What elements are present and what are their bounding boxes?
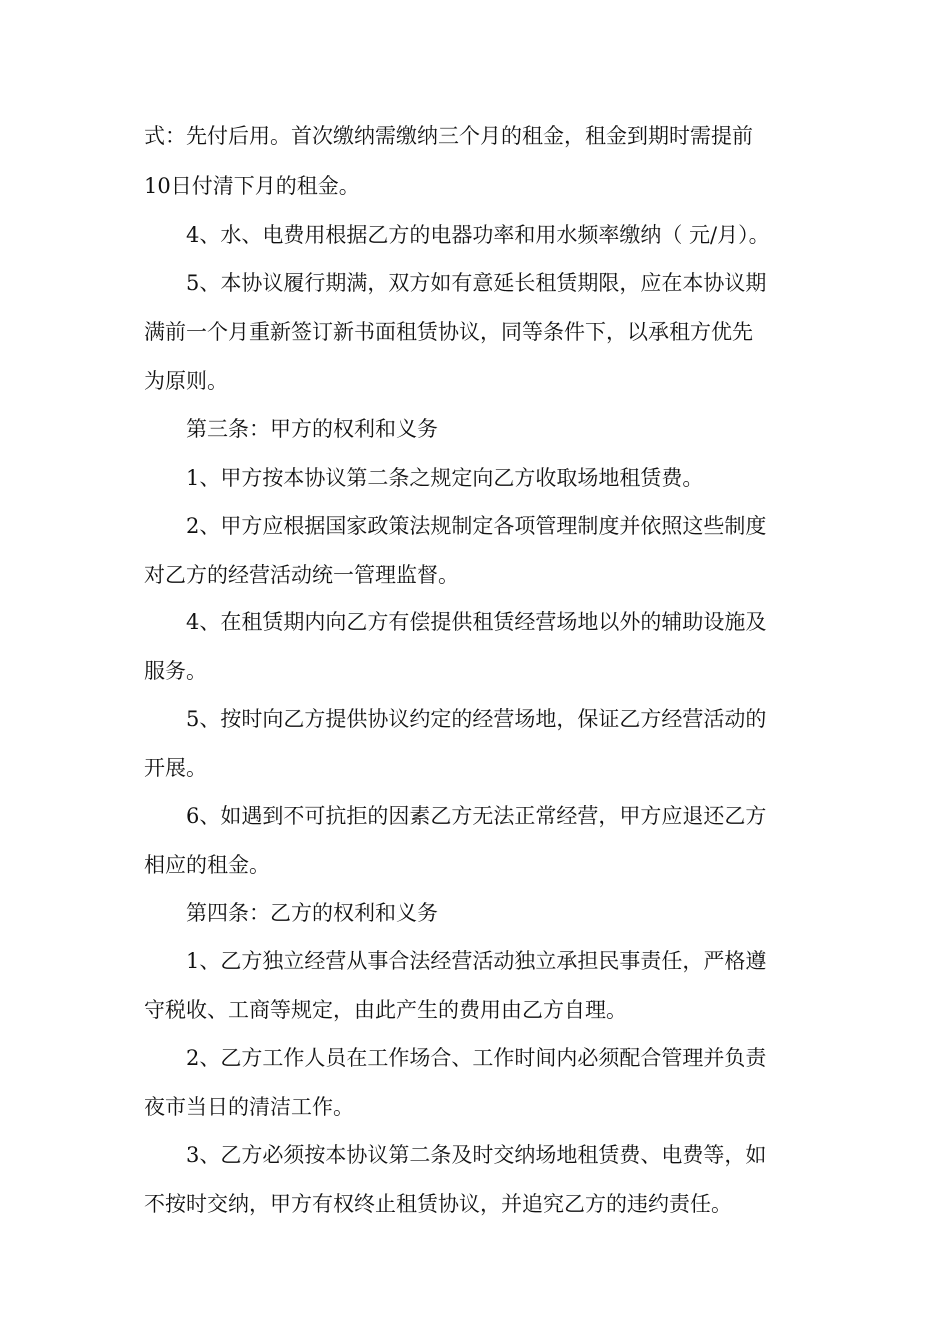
text-line: 相应的租金。 [144, 853, 270, 877]
text-line: 夜市当日的清洁工作。 [144, 1095, 354, 1119]
text-line: 3、乙方必须按本协议第二条及时交纳场地租赁费、电费等，如 [186, 1143, 767, 1167]
text-line: 6、如遇到不可抗拒的因素乙方无法正常经营，甲方应退还乙方 [186, 804, 767, 828]
text-line: 开展。 [144, 756, 207, 780]
text-line: 5、按时向乙方提供协议约定的经营场地，保证乙方经营活动的 [186, 707, 767, 731]
text-line: 为原则。 [144, 369, 228, 393]
text-line: 2、乙方工作人员在工作场合、工作时间内必须配合管理并负责 [186, 1046, 767, 1070]
text-line: 对乙方的经营活动统一管理监督。 [144, 563, 459, 587]
text-line: 守税收、工商等规定，由此产生的费用由乙方自理。 [144, 998, 627, 1022]
text-line: 2、甲方应根据国家政策法规制定各项管理制度并依照这些制度 [186, 514, 767, 538]
section-heading: 第四条：乙方的权利和义务 [186, 901, 438, 925]
text-line: 服务。 [144, 659, 207, 683]
text-line: 1、甲方按本协议第二条之规定向乙方收取场地租赁费。 [186, 466, 704, 490]
section-heading: 第三条：甲方的权利和义务 [186, 417, 438, 441]
text-line: 4、在租赁期内向乙方有偿提供租赁经营场地以外的辅助设施及 [186, 610, 767, 634]
text-line: 满前一个月重新签订新书面租赁协议，同等条件下，以承租方优先 [144, 320, 753, 344]
text-line: 式：先付后用。首次缴纳需缴纳三个月的租金，租金到期时需提前 [144, 124, 753, 148]
text-line: 1、乙方独立经营从事合法经营活动独立承担民事责任，严格遵 [186, 949, 767, 973]
text-line: 5、本协议履行期满，双方如有意延长租赁期限，应在本协议期 [186, 271, 767, 295]
text-line: 4、水、电费用根据乙方的电器功率和用水频率缴纳（ 元/月）。 [186, 223, 770, 247]
text-line: 10日付清下月的租金。 [144, 174, 360, 198]
text-line: 不按时交纳，甲方有权终止租赁协议，并追究乙方的违约责任。 [144, 1192, 732, 1216]
